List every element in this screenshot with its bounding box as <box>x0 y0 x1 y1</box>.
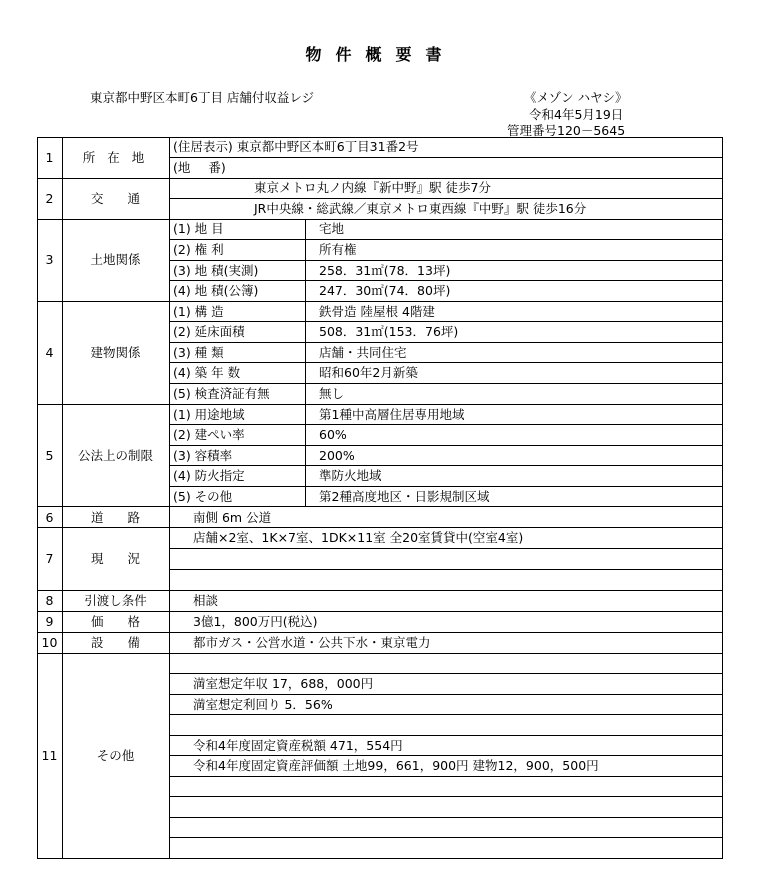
row-number: 1 <box>45 150 54 165</box>
current-status-value: 店舗×2室、1K×7室、1DK×11室 全20室賃貸中(空室4室) <box>193 530 524 545</box>
regulation-item-value: 準防火地域 <box>319 468 382 483</box>
subrow-separator <box>169 424 723 425</box>
row-number: 10 <box>41 635 58 650</box>
price-value: 3億1，800万円(税込) <box>193 614 318 629</box>
document-date: 令和4年5月19日 <box>529 107 624 122</box>
subrow-separator <box>169 157 723 158</box>
row-category: 道 路 <box>91 510 140 525</box>
subrow-separator <box>169 548 723 549</box>
subrow-separator <box>169 755 723 756</box>
building-item-value: 昭和60年2月新築 <box>319 365 418 380</box>
building-item-value: 店舗・共同住宅 <box>319 345 407 360</box>
land-item-label: (4) 地 積(公簿) <box>173 283 259 298</box>
subrow-separator <box>169 280 723 281</box>
row-separator <box>37 301 723 302</box>
row-category: 土地関係 <box>90 252 141 267</box>
row-number: 6 <box>45 510 54 525</box>
regulation-item-label: (3) 容積率 <box>173 448 233 463</box>
road-value: 南側 6m 公道 <box>193 510 272 525</box>
building-item-label: (5) 検査済証有無 <box>173 386 270 401</box>
subrow-separator <box>169 362 723 363</box>
regulation-item-value: 200% <box>319 448 355 463</box>
row-separator <box>37 404 723 405</box>
transport-line-2: JR中央線・総武線／東京メトロ東西線『中野』駅 徒歩16分 <box>254 201 587 216</box>
land-item-value: 258．31㎡(78．13坪) <box>319 263 451 278</box>
row-separator <box>37 632 723 633</box>
row-number: 7 <box>45 551 54 566</box>
row-number: 2 <box>45 191 54 206</box>
building-item-value: 鉄骨造 陸屋根 4階建 <box>319 304 435 319</box>
building-item-value: 無し <box>319 386 345 401</box>
table-border-right <box>722 137 723 859</box>
page-title: 物件概要書 <box>305 45 456 64</box>
property-summary-table <box>37 137 723 859</box>
regulation-item-label: (5) その他 <box>173 489 233 504</box>
row-category: 設 備 <box>91 635 140 650</box>
regulation-item-value: 60% <box>319 427 347 442</box>
subrow-separator <box>169 735 723 736</box>
building-item-label: (3) 種 類 <box>173 345 224 360</box>
subrow-separator <box>169 776 723 777</box>
regulation-item-value: 第1種中高層住居専用地域 <box>319 407 465 422</box>
address-lot-number: (地 番) <box>173 160 226 175</box>
other-item: 満室想定利回り 5．56% <box>193 697 333 712</box>
row-category: 所 在 地 <box>82 150 149 165</box>
subrow-separator <box>169 383 723 384</box>
transport-line-1: 東京メトロ丸ノ内線『新中野』駅 徒歩7分 <box>254 180 491 195</box>
property-subtitle: 東京都中野区本町6丁目 店舗付収益レジ <box>90 90 315 105</box>
row-separator <box>37 611 723 612</box>
subrow-separator <box>169 486 723 487</box>
land-item-label: (2) 権 利 <box>173 242 224 257</box>
row-number: 4 <box>45 345 54 360</box>
land-item-label: (3) 地 積(実測) <box>173 263 259 278</box>
subrow-separator <box>169 465 723 466</box>
subrow-separator <box>169 714 723 715</box>
row-category: 価 格 <box>91 614 140 629</box>
table-border-top <box>37 137 723 138</box>
row-category: 公法上の制限 <box>77 448 153 463</box>
subrow-separator <box>169 817 723 818</box>
subrow-separator <box>169 342 723 343</box>
subrow-separator <box>169 837 723 838</box>
subrow-separator <box>169 239 723 240</box>
row-separator <box>37 506 723 507</box>
row-number: 9 <box>45 614 54 629</box>
regulation-item-label: (2) 建ぺい率 <box>173 427 245 442</box>
other-item: 令和4年度固定資産税額 471，554円 <box>193 738 403 753</box>
row-separator <box>37 178 723 179</box>
subrow-separator <box>169 321 723 322</box>
address-residential: (住居表示) 東京都中野区本町6丁目31番2号 <box>173 139 419 154</box>
delivery-terms-value: 相談 <box>193 593 219 608</box>
regulation-item-value: 第2種高度地区・日影規制区域 <box>319 489 490 504</box>
row-number: 5 <box>45 448 54 463</box>
other-item: 令和4年度固定資産評価額 土地99，661，900円 建物12，900，500円 <box>193 758 599 773</box>
row-category: 現 況 <box>91 551 140 566</box>
land-item-value: 所有権 <box>319 242 357 257</box>
building-item-label: (1) 構 造 <box>173 304 224 319</box>
facilities-value: 都市ガス・公営水道・公共下水・東京電力 <box>193 635 431 650</box>
property-name: 《メゾン ハヤシ》 <box>524 90 628 105</box>
management-number: 管理番号120－5645 <box>507 123 626 138</box>
row-category: 交 通 <box>91 191 140 206</box>
subrow-separator <box>169 198 723 199</box>
row-category: 引渡し条件 <box>84 593 147 608</box>
column-divider-category <box>169 137 170 859</box>
subrow-separator <box>169 673 723 674</box>
subrow-separator <box>169 569 723 570</box>
row-number: 11 <box>41 748 58 763</box>
building-item-label: (4) 築 年 数 <box>173 365 241 380</box>
row-category: その他 <box>96 748 135 763</box>
other-item: 満室想定年収 17，688，000円 <box>193 676 374 691</box>
table-border-bottom <box>37 858 723 859</box>
regulation-item-label: (1) 用途地域 <box>173 407 245 422</box>
row-separator <box>37 590 723 591</box>
subrow-separator <box>169 796 723 797</box>
subrow-separator <box>169 260 723 261</box>
land-item-value: 247．30㎡(74．80坪) <box>319 283 451 298</box>
land-item-label: (1) 地 目 <box>173 221 224 236</box>
regulation-item-label: (4) 防火指定 <box>173 468 245 483</box>
land-item-value: 宅地 <box>319 221 345 236</box>
subrow-separator <box>169 694 723 695</box>
row-number: 8 <box>45 593 54 608</box>
subrow-separator <box>169 445 723 446</box>
row-separator <box>37 219 723 220</box>
row-separator <box>37 653 723 654</box>
building-item-label: (2) 延床面積 <box>173 324 245 339</box>
building-item-value: 508．31㎡(153．76坪) <box>319 324 459 339</box>
row-category: 建物関係 <box>90 345 141 360</box>
row-separator <box>37 527 723 528</box>
row-number: 3 <box>45 252 54 267</box>
